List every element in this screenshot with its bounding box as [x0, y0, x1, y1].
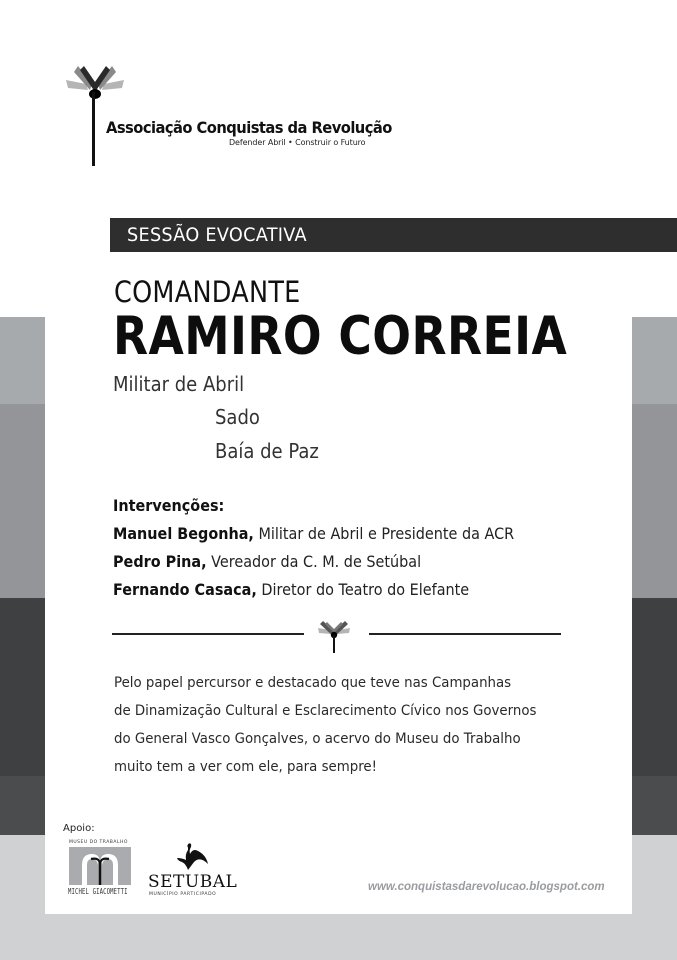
- org-tagline: Defender Abril • Construir o Futuro: [229, 138, 366, 147]
- speaker-role: Diretor do Teatro do Elefante: [256, 580, 470, 599]
- interventions-heading: Intervenções:: [113, 496, 225, 515]
- honoree-descriptor: Militar de Abril: [113, 372, 245, 396]
- org-name: Associação Conquistas da Revolução: [106, 118, 392, 137]
- honoree-descriptor: Baía de Paz: [215, 439, 319, 463]
- book-flower-icon: [64, 62, 126, 102]
- speaker-role: Vereador da C. M. de Setúbal: [206, 552, 422, 571]
- sponsor-top-text: MUSEU DO TRABALHO: [69, 840, 128, 845]
- speaker-line: [113, 524, 514, 543]
- divider-line-left: [112, 633, 304, 635]
- description-line: de Dinamização Cultural e Esclarecimento Cívico nos Governos: [114, 703, 537, 719]
- divider-line-right: [369, 633, 561, 635]
- description-line: muito tem a ver com ele, para sempre!: [114, 759, 377, 775]
- honoree-descriptor: Sado: [215, 405, 260, 429]
- description-line: Pelo papel percursor e destacado que teve nas Campanhas: [114, 675, 512, 691]
- speaker-name: Manuel Begonha,: [113, 524, 254, 543]
- sponsor-bottom-text: MICHEL GIACOMETTI: [68, 887, 128, 896]
- speaker-line: [113, 552, 421, 571]
- fountain-icon: [176, 842, 210, 872]
- session-banner-label: SESSÃO EVOCATIVA: [127, 224, 307, 246]
- honoree-name: RAMIRO CORREIA: [113, 306, 568, 367]
- book-flower-icon: [316, 618, 352, 654]
- sponsor-top-text: SETUBAL: [148, 872, 238, 892]
- arch-icon: [78, 851, 122, 885]
- speaker-name: Fernando Casaca,: [113, 580, 257, 599]
- speaker-name: Pedro Pina,: [113, 552, 207, 571]
- honoree-rank: COMANDANTE: [114, 275, 301, 309]
- description-line: do General Vasco Gonçalves, o acervo do Museu do Trabalho: [114, 731, 521, 747]
- sponsor-bottom-text: MUNICÍPIO PARTICIPADO: [149, 892, 217, 897]
- speaker-line: [113, 580, 469, 599]
- support-label: Apoio:: [63, 823, 95, 834]
- logo-stem: [92, 92, 95, 166]
- speaker-role: Militar de Abril e Presidente da ACR: [253, 524, 515, 543]
- website-link[interactable]: www.conquistasdarevolucao.blogspot.com: [368, 881, 605, 893]
